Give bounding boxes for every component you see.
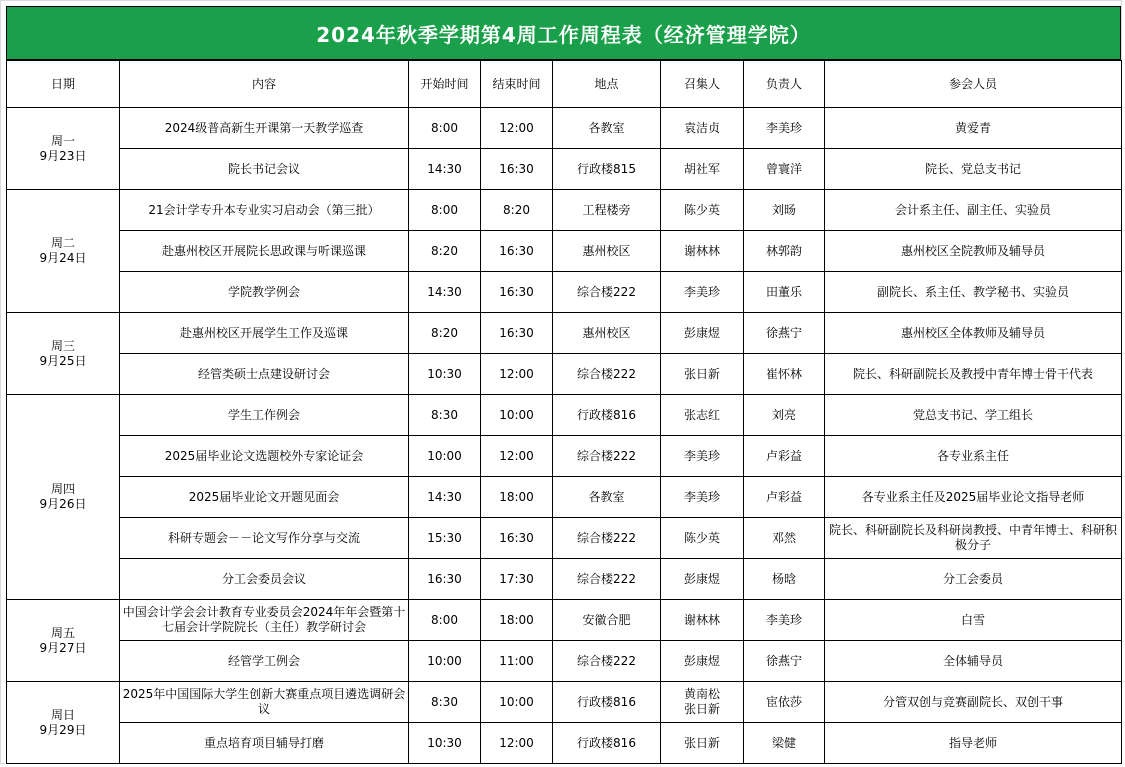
end-time-cell: 18:00	[481, 477, 553, 518]
convener-cell: 陈少英	[661, 518, 744, 559]
table-row	[7, 149, 1122, 190]
lead-cell: 卢彩益	[744, 477, 825, 518]
place-cell: 行政楼816	[553, 395, 661, 436]
content-cell: 分工会委员会议	[120, 559, 409, 600]
lead-cell: 杨晗	[744, 559, 825, 600]
start-time-cell: 8:00	[409, 190, 481, 231]
attendees-cell: 白雪	[825, 600, 1122, 641]
place-cell: 惠州校区	[553, 313, 661, 354]
lead-cell: 徐燕宁	[744, 313, 825, 354]
attendees-cell: 惠州校区全体教师及辅导员	[825, 313, 1122, 354]
start-time-cell: 10:00	[409, 641, 481, 682]
place-cell: 综合楼222	[553, 559, 661, 600]
content-cell: 经管学工例会	[120, 641, 409, 682]
end-time-cell: 10:00	[481, 395, 553, 436]
content-cell: 赴惠州校区开展学生工作及巡课	[120, 313, 409, 354]
schedule-body	[7, 108, 1122, 764]
table-row	[7, 395, 1122, 436]
col-header-start: 开始时间	[409, 61, 481, 108]
place-cell: 工程楼旁	[553, 190, 661, 231]
col-header-content: 内容	[120, 61, 409, 108]
start-time-cell: 16:30	[409, 559, 481, 600]
convener-cell: 张日新	[661, 354, 744, 395]
convener-cell: 李美珍	[661, 477, 744, 518]
col-header-end: 结束时间	[481, 61, 553, 108]
start-time-cell: 8:20	[409, 231, 481, 272]
convener-cell: 张日新	[661, 723, 744, 764]
start-time-cell: 14:30	[409, 149, 481, 190]
date-cell	[7, 190, 120, 313]
end-time-cell: 12:00	[481, 723, 553, 764]
lead-cell: 田董乐	[744, 272, 825, 313]
table-row	[7, 354, 1122, 395]
lead-cell: 卢彩益	[744, 436, 825, 477]
start-time-cell: 8:30	[409, 395, 481, 436]
lead-cell: 邓然	[744, 518, 825, 559]
col-header-attendees: 参会人员	[825, 61, 1122, 108]
table-row	[7, 272, 1122, 313]
place-cell: 惠州校区	[553, 231, 661, 272]
content-cell: 学院教学例会	[120, 272, 409, 313]
place-cell: 综合楼222	[553, 354, 661, 395]
content-cell: 科研专题会－－论文写作分享与交流	[120, 518, 409, 559]
start-time-cell: 10:00	[409, 436, 481, 477]
convener-cell: 谢林林	[661, 231, 744, 272]
attendees-cell: 各专业系主任及2025届毕业论文指导老师	[825, 477, 1122, 518]
table-row	[7, 190, 1122, 231]
place-cell: 各教室	[553, 108, 661, 149]
convener-cell: 袁洁贞	[661, 108, 744, 149]
end-time-cell: 8:20	[481, 190, 553, 231]
day-label: 周日	[50, 707, 75, 722]
day-label: 周二	[50, 236, 75, 250]
convener-cell: 陈少英	[661, 190, 744, 231]
convener-cell: 黄南松 张日新	[661, 682, 744, 723]
start-time-cell: 8:00	[409, 108, 481, 149]
table-row	[7, 231, 1122, 272]
content-cell: 2025年中国国际大学生创新大赛重点项目遴选调研会议	[120, 682, 409, 723]
day-date: 9月27日	[39, 640, 87, 655]
schedule-table	[6, 60, 1122, 764]
attendees-cell: 惠州校区全院教师及辅导员	[825, 231, 1122, 272]
place-cell: 综合楼222	[553, 641, 661, 682]
table-row	[7, 723, 1122, 764]
col-header-lead: 负责人	[744, 61, 825, 108]
start-time-cell: 14:30	[409, 272, 481, 313]
content-cell: 经管类硕士点建设研讨会	[120, 354, 409, 395]
convener-cell: 彭康煜	[661, 559, 744, 600]
attendees-cell: 会计系主任、副主任、实验员	[825, 190, 1122, 231]
start-time-cell: 15:30	[409, 518, 481, 559]
place-cell: 综合楼222	[553, 272, 661, 313]
place-cell: 行政楼815	[553, 149, 661, 190]
end-time-cell: 12:00	[481, 436, 553, 477]
attendees-cell: 党总支书记、学工组长	[825, 395, 1122, 436]
day-date: 9月29日	[39, 722, 87, 737]
attendees-cell: 院长、党总支书记	[825, 149, 1122, 190]
lead-cell: 林郭韵	[744, 231, 825, 272]
col-header-convener: 召集人	[661, 61, 744, 108]
attendees-cell: 副院长、系主任、教学秘书、实验员	[825, 272, 1122, 313]
attendees-cell: 院长、科研副院长及教授中青年博士骨干代表	[825, 354, 1122, 395]
place-cell: 行政楼816	[553, 723, 661, 764]
table-row	[7, 682, 1122, 723]
end-time-cell: 16:30	[481, 313, 553, 354]
content-cell: 赴惠州校区开展院长思政课与听课巡课	[120, 231, 409, 272]
content-cell: 学生工作例会	[120, 395, 409, 436]
day-date: 9月23日	[39, 148, 87, 163]
table-row	[7, 559, 1122, 600]
attendees-cell: 黄爱青	[825, 108, 1122, 149]
convener-cell: 胡社军	[661, 149, 744, 190]
convener-cell: 谢林林	[661, 600, 744, 641]
lead-cell: 徐燕宁	[744, 641, 825, 682]
attendees-cell: 各专业系主任	[825, 436, 1122, 477]
header-row	[7, 61, 1122, 108]
date-cell	[7, 682, 120, 764]
attendees-cell: 院长、科研副院长及科研岗教授、中青年博士、科研积极分子	[825, 518, 1122, 559]
end-time-cell: 16:30	[481, 518, 553, 559]
day-date: 9月24日	[39, 251, 87, 265]
convener-cell: 张志红	[661, 395, 744, 436]
table-row	[7, 600, 1122, 641]
place-cell: 综合楼222	[553, 436, 661, 477]
content-cell: 2025届毕业论文开题见面会	[120, 477, 409, 518]
table-row	[7, 518, 1122, 559]
start-time-cell: 10:30	[409, 723, 481, 764]
lead-cell: 曾寰洋	[744, 149, 825, 190]
end-time-cell: 16:30	[481, 231, 553, 272]
lead-cell: 刘亮	[744, 395, 825, 436]
end-time-cell: 16:30	[481, 272, 553, 313]
day-label: 周一	[50, 133, 75, 148]
convener-cell: 李美珍	[661, 436, 744, 477]
lead-cell: 梁健	[744, 723, 825, 764]
day-label: 周四	[50, 482, 75, 496]
place-cell: 行政楼816	[553, 682, 661, 723]
date-cell	[7, 395, 120, 600]
lead-cell: 李美珍	[744, 600, 825, 641]
col-header-date: 日期	[7, 61, 120, 108]
page-title: 2024年秋季学期第4周工作周程表（经济管理学院）	[6, 6, 1121, 60]
end-time-cell: 12:00	[481, 108, 553, 149]
date-cell	[7, 313, 120, 395]
convener-cell: 李美珍	[661, 272, 744, 313]
day-label: 周五	[50, 625, 75, 640]
date-cell	[7, 600, 120, 682]
table-row	[7, 436, 1122, 477]
attendees-cell: 指导老师	[825, 723, 1122, 764]
convener-cell: 彭康煜	[661, 641, 744, 682]
start-time-cell: 14:30	[409, 477, 481, 518]
day-label: 周三	[50, 338, 75, 353]
content-cell: 2024级普高新生开课第一天教学巡查	[120, 108, 409, 149]
attendees-cell: 全体辅导员	[825, 641, 1122, 682]
day-date: 9月25日	[39, 353, 87, 368]
lead-cell: 崔怀林	[744, 354, 825, 395]
place-cell: 各教室	[553, 477, 661, 518]
attendees-cell: 分工会委员	[825, 559, 1122, 600]
content-cell: 中国会计学会会计教育专业委员会2024年年会暨第十七届会计学院院长（主任）教学研讨会	[120, 600, 409, 641]
content-cell: 21会计学专升本专业实习启动会（第三批）	[120, 190, 409, 231]
date-cell	[7, 108, 120, 190]
lead-cell: 李美珍	[744, 108, 825, 149]
col-header-place: 地点	[553, 61, 661, 108]
lead-cell: 刘旸	[744, 190, 825, 231]
start-time-cell: 8:20	[409, 313, 481, 354]
end-time-cell: 16:30	[481, 149, 553, 190]
convener-cell: 彭康煜	[661, 313, 744, 354]
table-row	[7, 108, 1122, 149]
table-row	[7, 641, 1122, 682]
table-row	[7, 313, 1122, 354]
lead-cell: 宦依莎	[744, 682, 825, 723]
place-cell: 安徽合肥	[553, 600, 661, 641]
end-time-cell: 12:00	[481, 354, 553, 395]
start-time-cell: 8:30	[409, 682, 481, 723]
content-cell: 2025届毕业论文选题校外专家论证会	[120, 436, 409, 477]
end-time-cell: 11:00	[481, 641, 553, 682]
start-time-cell: 8:00	[409, 600, 481, 641]
attendees-cell: 分管双创与竞赛副院长、双创干事	[825, 682, 1122, 723]
end-time-cell: 10:00	[481, 682, 553, 723]
start-time-cell: 10:30	[409, 354, 481, 395]
end-time-cell: 17:30	[481, 559, 553, 600]
content-cell: 院长书记会议	[120, 149, 409, 190]
place-cell: 综合楼222	[553, 518, 661, 559]
content-cell: 重点培育项目辅导打磨	[120, 723, 409, 764]
table-row	[7, 477, 1122, 518]
end-time-cell: 18:00	[481, 600, 553, 641]
day-date: 9月26日	[39, 497, 87, 511]
